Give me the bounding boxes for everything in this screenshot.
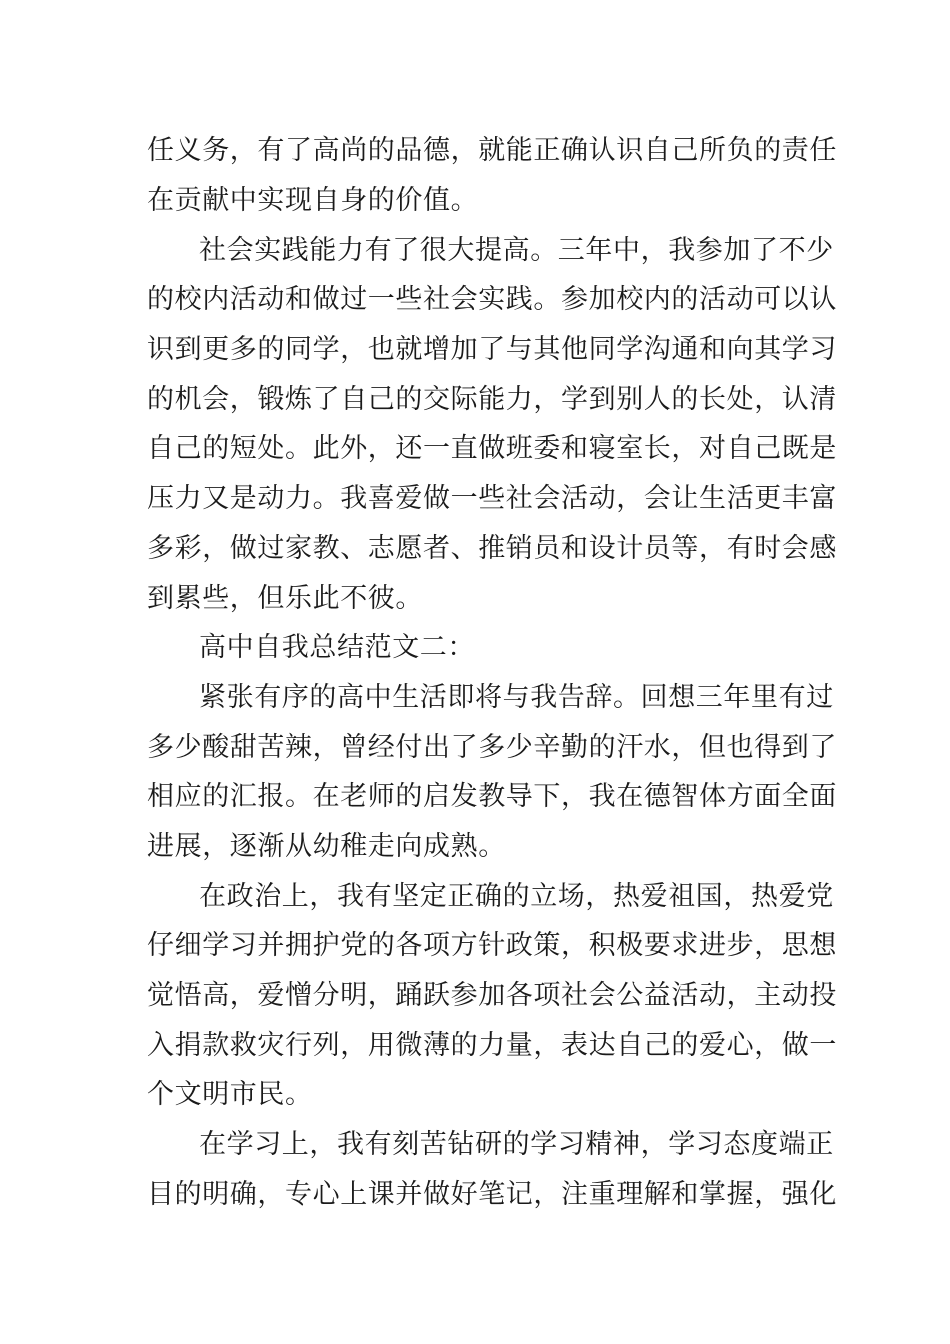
text-line: 的机会，锻炼了自己的交际能力，学到别人的长处，认清 bbox=[147, 384, 837, 415]
text-line: 多彩，做过家教、志愿者、推销员和设计员等，有时会感 bbox=[147, 533, 837, 564]
text-line: 识到更多的同学，也就增加了与其他同学沟通和向其学习 bbox=[147, 334, 837, 365]
text-line: 到累些，但乐此不彼。 bbox=[147, 583, 423, 614]
text-line: 个文明市民。 bbox=[147, 1079, 313, 1110]
paragraph-first-line: 在政治上，我有坚定正确的立场，热爱祖国，热爱党 bbox=[199, 881, 834, 912]
text-line: 目的明确，专心上课并做好笔记，注重理解和掌握，强化 bbox=[147, 1179, 837, 1210]
text-line: 仔细学习并拥护党的各项方针政策，积极要求进步，思想 bbox=[147, 930, 837, 961]
text-line: 入捐款救灾行列，用微薄的力量，表达自己的爱心，做一 bbox=[147, 1030, 837, 1061]
text-line: 的校内活动和做过一些社会实践。参加校内的活动可以认 bbox=[147, 284, 837, 315]
text-line: 自己的短处。此外，还一直做班委和寝室长，对自己既是 bbox=[147, 433, 837, 464]
text-line: 任义务，有了高尚的品德，就能正确认识自己所负的责任 bbox=[147, 135, 837, 166]
text-line: 压力又是动力。我喜爱做一些社会活动，会让生活更丰富 bbox=[147, 483, 837, 514]
text-line: 进展，逐渐从幼稚走向成熟。 bbox=[147, 831, 506, 862]
text-line: 觉悟高，爱憎分明，踊跃参加各项社会公益活动，主动投 bbox=[147, 980, 837, 1011]
paragraph-first-line: 紧张有序的高中生活即将与我告辞。回想三年里有过 bbox=[199, 682, 834, 713]
text-line: 在贡献中实现自身的价值。 bbox=[147, 185, 479, 216]
section-heading: 高中自我总结范文二： bbox=[199, 632, 475, 663]
text-line: 多少酸甜苦辣，曾经付出了多少辛勤的汗水，但也得到了 bbox=[147, 732, 837, 763]
paragraph-first-line: 在学习上，我有刻苦钻研的学习精神，学习态度端正 bbox=[199, 1129, 834, 1160]
text-line: 相应的汇报。在老师的启发教导下，我在德智体方面全面 bbox=[147, 781, 837, 812]
paragraph-first-line: 社会实践能力有了很大提高。三年中，我参加了不少 bbox=[199, 235, 834, 266]
